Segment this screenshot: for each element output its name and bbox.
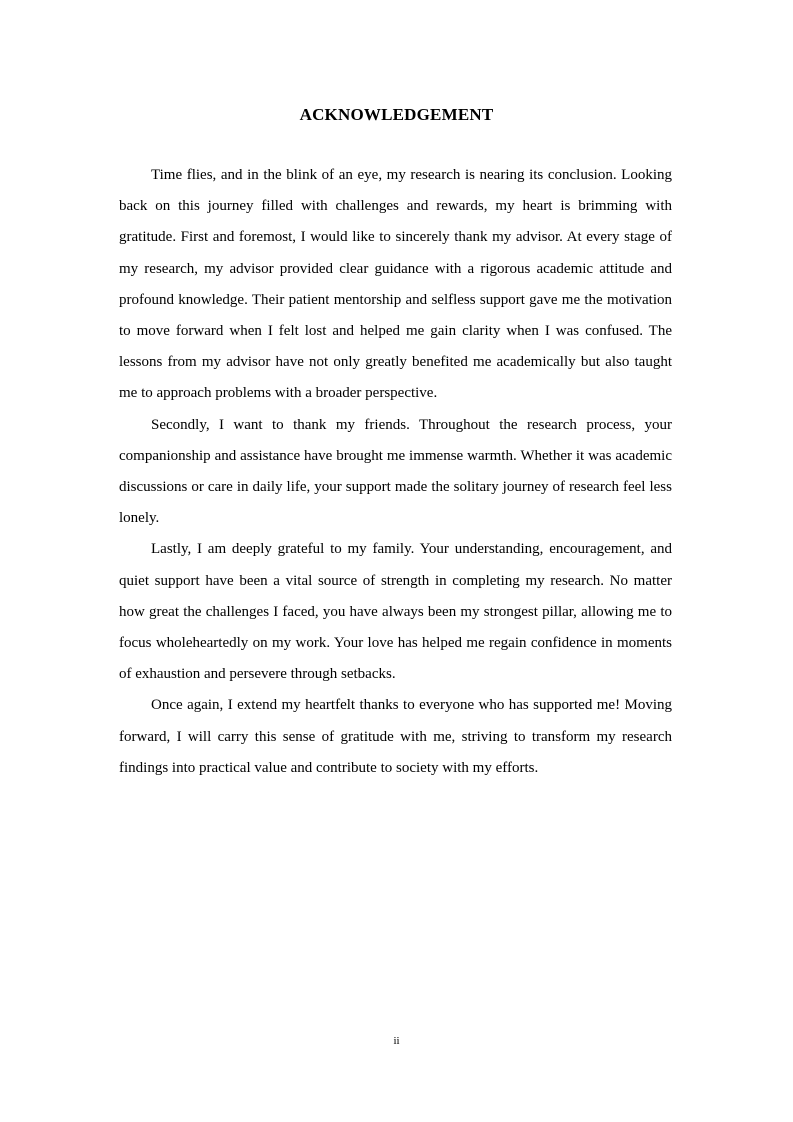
paragraph-family: Lastly, I am deeply grateful to my family. Your understanding, encouragement, and quiet support have been a vital source of strength in completing my research. No matter how great the challenges I faced, you have always been my strongest pillar, allowing me to focus wholeheartedly on my work. Your love has helped me regain confidence in moments of exhaustion and persevere through setbacks.: [119, 541, 672, 683]
page-number: ii: [393, 1035, 400, 1047]
acknowledgement-body: [119, 160, 672, 784]
paragraph-friends: Secondly, I want to thank my friends. Throughout the research process, your companionship and assistance have brought me immense warmth. Whether it was academic discussions or care in daily life, your support made the solitary journey of research feel less lonely.: [119, 416, 672, 527]
page-title: ACKNOWLEDGEMENT: [299, 105, 494, 124]
paragraph-advisor: Time flies, and in the blink of an eye, my research is nearing its conclusion. Looking back on this journey filled with challenges and rewards, my heart is brimming with gratitude. First and foremost, I would like to sincerely thank my advisor. At every stage of my research, my advisor provided clear guidance with a rigorous academic attitude and profound knowledge. Their patient mentorship and selfless support gave me the motivation to move forward when I felt lost and helped me gain clarity when I was confused. The lessons from my advisor have not only greatly benefited me academically but also taught me to approach problems with a broader perspective.: [119, 167, 672, 402]
paragraph-closing: Once again, I extend my heartfelt thanks to everyone who has supported me! Moving forward, I will carry this sense of gratitude with me, striving to transform my research findings into practical value and contribute to society with my efforts.: [119, 697, 672, 776]
